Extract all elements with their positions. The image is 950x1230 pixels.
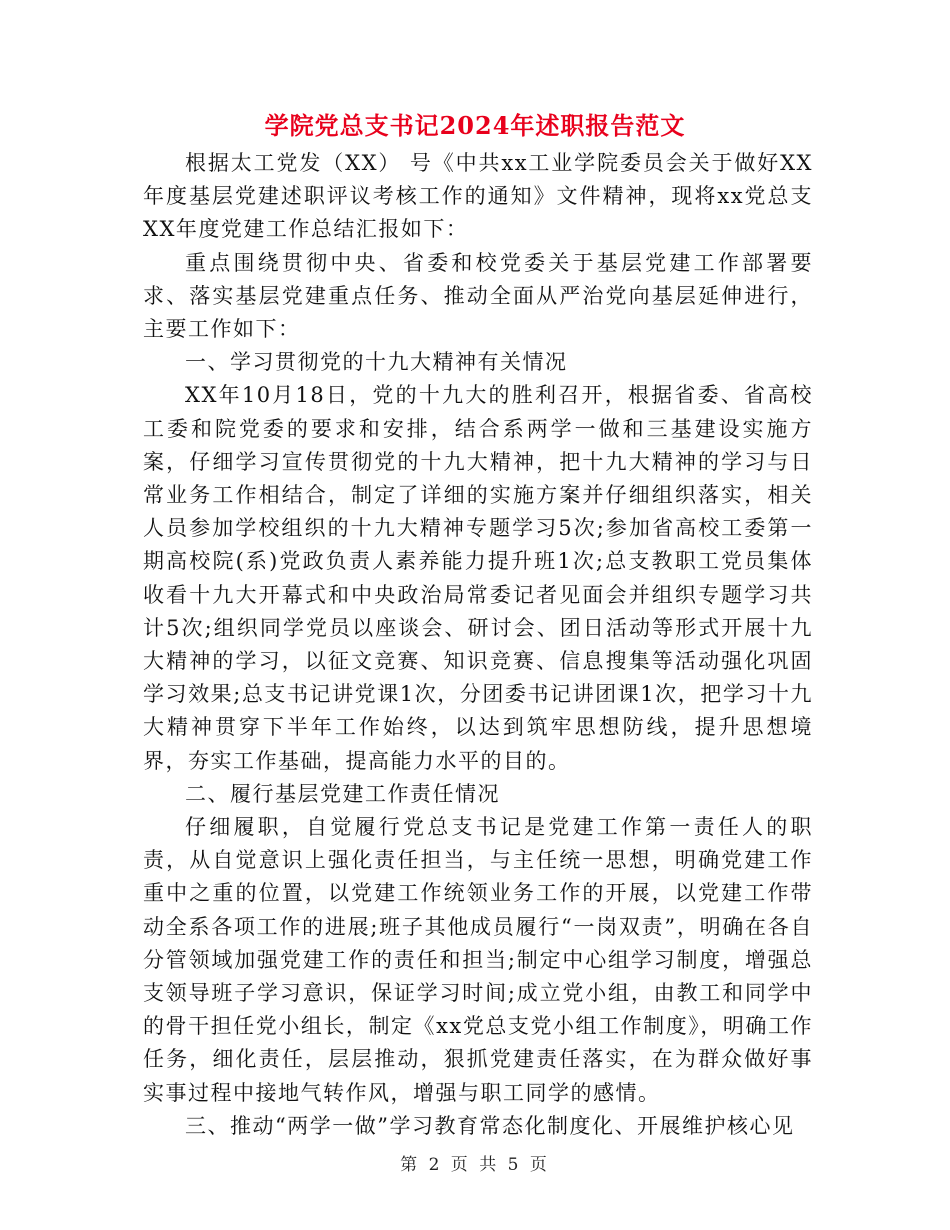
page-number-footer: 第 2 页 共 5 页 <box>400 1155 550 1175</box>
section-heading-2: 二、履行基层党建工作责任情况 <box>185 781 500 806</box>
section-heading-1: 一、学习贯彻党的十九大精神有关情况 <box>185 350 568 375</box>
paragraph-section-1: XX年10月18日，党的十九大的胜利召开，根据省委、省高校工委和院党委的要求和安排，结合系两学一做和三基建设实施方案，仔细学习宣传贯彻党的十九大精神，把十九大精神的学习与日常业务工作相结合，制定了详细的实施方案并仔细组织落实，相关人员参加学校组织的十九大精神专题学习5次;参加省高校工委第一期高校院(系)党政负责人素养能力提升班1次;总支教职工党员集体收看十九大开幕式和中央政治局常委记者见面会并组织专题学习共计5次;组织同学党员以座谈会、研讨会、团日活动等形式开展十九大精神的学习，以征文竞赛、知识竞赛、信息搜集等活动强化巩固学习效果;总支书记讲党课1次，分团委书记讲团课1次，把学习十九大精神贯穿下半年工作始终，以达到筑牢思想防线，提升思想境界，夯实工作基础，提高能力水平的目的。 <box>143 383 813 773</box>
paragraph-intro: 根据太工党发（XX） 号《中共xx工业学院委员会关于做好XX年度基层党建述职评议考核工作的通知》文件精神，现将xx党总支XX年度党建工作总结汇报如下： <box>143 151 813 242</box>
paragraph-section-2: 仔细履职，自觉履行党总支书记是党建工作第一责任人的职责，从自觉意识上强化责任担当，与主任统一思想，明确党建工作重中之重的位置，以党建工作统领业务工作的开展，以党建工作带动全系各项工作的进展;班子其他成员履行“一岗双责”，明确在各自分管领域加强党建工作的责任和担当;制定中心组学习制度，增强总支领导班子学习意识，保证学习时间;成立党小组，由教工和同学中的骨干担任党小组长，制定《xx党总支党小组工作制度》，明确工作任务，细化责任，层层推动，狠抓党建责任落实，在为群众做好事实事过程中接地气转作风，增强与职工同学的感情。 <box>143 815 813 1105</box>
document-title: 学院党总支书记2024年述职报告范文 <box>264 111 686 140</box>
document-body <box>143 147 813 1143</box>
paragraph-focus: 重点围绕贯彻中央、省委和校党委关于基层党建工作部署要求、落实基层党建重点任务、推动全面从严治党向基层延伸进行，主要工作如下： <box>143 250 813 342</box>
section-heading-3: 三、推动“两学一做”学习教育常态化制度化、开展维护核心见 <box>185 1113 795 1138</box>
